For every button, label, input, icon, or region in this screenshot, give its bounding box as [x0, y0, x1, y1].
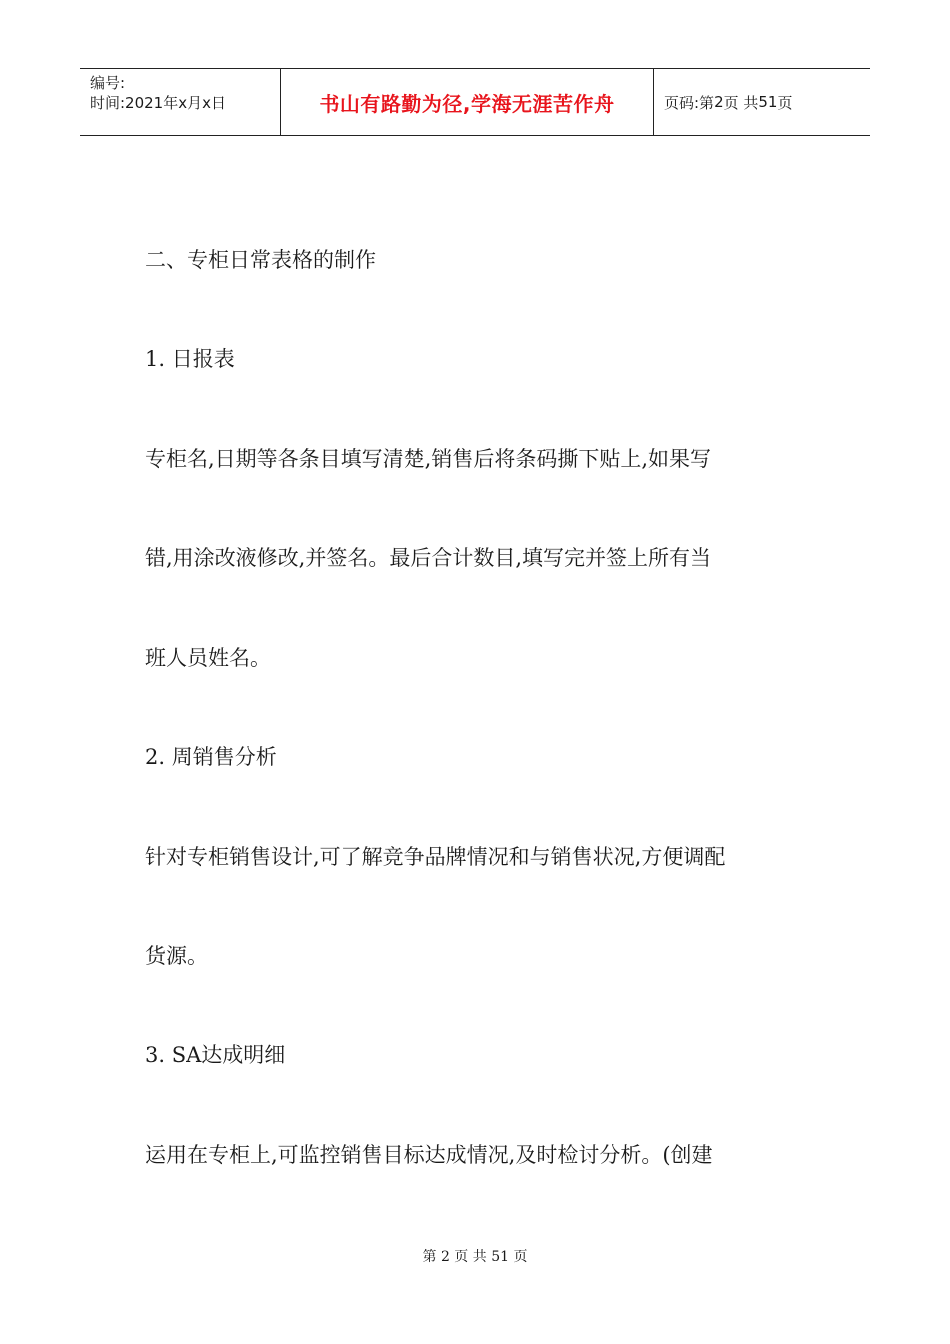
- section-heading: 二、专柜日常表格的制作: [145, 248, 376, 272]
- item1-line-3: 班人员姓名。: [145, 646, 271, 670]
- page-number: 2: [714, 93, 724, 111]
- date-label: 时间:2021年x月x日: [90, 94, 226, 112]
- page-mid: 页 共: [723, 93, 759, 112]
- item1-line-1: 专柜名,日期等各条目填写清楚,销售后将条码撕下贴上,如果写: [145, 447, 712, 471]
- page-total: 51: [758, 93, 778, 111]
- item3-line-1: 运用在专柜上,可监控销售目标达成情况,及时检讨分析。(创建: [145, 1143, 713, 1167]
- header-page-info: [654, 69, 870, 135]
- item3-heading: 3. SA达成明细: [145, 1043, 286, 1067]
- page-footer: 第 2 页 共 51 页: [422, 1249, 528, 1265]
- document-header: [80, 68, 870, 136]
- item2-heading: 2. 周销售分析: [145, 745, 277, 769]
- item2-line-2: 货源。: [145, 944, 208, 968]
- item1-line-2: 错,用涂改液修改,并签名。最后合计数目,填写完并签上所有当: [145, 546, 712, 570]
- header-motto: 书山有路勤为径,学海无涯苦作舟: [281, 69, 654, 135]
- item1-heading: 1. 日报表: [145, 347, 235, 371]
- page-suffix: 页: [777, 93, 793, 112]
- serial-label: 编号:: [90, 74, 126, 92]
- item2-line-1: 针对专柜销售设计,可了解竞争品牌情况和与销售状况,方便调配: [145, 845, 726, 869]
- header-meta-cell: [80, 69, 281, 135]
- page-prefix: 页码:第: [664, 93, 715, 112]
